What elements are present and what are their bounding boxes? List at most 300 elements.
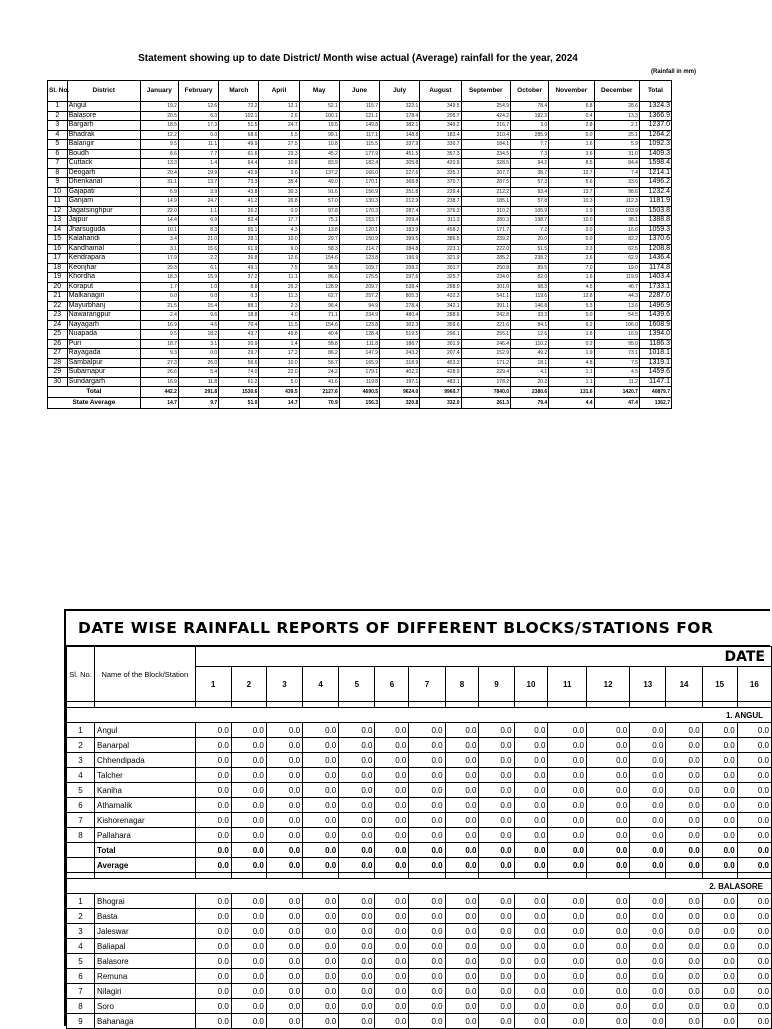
date-header: DATE: [195, 647, 771, 667]
average-cell: 0.0: [737, 858, 771, 873]
rainfall-cell: 0.0: [445, 954, 479, 969]
rainfall-cell: 0.0: [548, 783, 587, 798]
district-name: Balangir: [67, 140, 140, 150]
district-name: Sambalpur: [67, 358, 140, 368]
station-sl-no: 3: [67, 753, 95, 768]
table-cell: 154.6: [299, 254, 339, 264]
rainfall-cell: 0.0: [586, 753, 629, 768]
table-cell: 38.7: [511, 168, 549, 178]
table-cell: 62.5: [594, 244, 639, 254]
district-name: Boudh: [67, 149, 140, 159]
rainfall-cell: 0.0: [409, 984, 445, 999]
table-cell: 110.2: [511, 339, 549, 349]
table-cell: 40879.7: [639, 387, 671, 398]
table-cell: 41.6: [299, 377, 339, 387]
rainfall-cell: 0.0: [586, 798, 629, 813]
rainfall-cell: 0.0: [479, 894, 514, 909]
table-cell: 68.6: [219, 130, 259, 140]
table-cell: 1.7: [140, 282, 178, 292]
rainfall-cell: 0.0: [303, 984, 339, 999]
rainfall-cell: 0.0: [630, 738, 666, 753]
table-cell: 22: [48, 301, 68, 311]
table-cell: 131.6: [549, 387, 594, 398]
column-header: November: [549, 81, 594, 102]
rainfall-cell: 0.0: [445, 738, 479, 753]
table-cell: 47.4: [594, 398, 639, 409]
rainfall-cell: 0.0: [445, 924, 479, 939]
table-cell: 2287.0: [639, 292, 671, 302]
rainfall-cell: 0.0: [702, 894, 737, 909]
rainfall-cell: 0.0: [737, 984, 771, 999]
rainfall-cell: 0.0: [630, 894, 666, 909]
table-cell: 7.4: [594, 168, 639, 178]
table-cell: 18.5: [140, 121, 178, 131]
table-cell: 1530.6: [219, 387, 259, 398]
rainfall-cell: 0.0: [409, 768, 445, 783]
table-cell: 29: [48, 368, 68, 378]
rainfall-cell: 0.0: [303, 783, 339, 798]
table-cell: 255.1: [461, 330, 511, 340]
table-cell: 0.0: [178, 349, 218, 359]
table-cell: 3.1: [178, 339, 218, 349]
average-cell: 0.0: [195, 858, 231, 873]
table-cell: 29.3: [140, 263, 178, 273]
table-cell: 221.6: [461, 320, 511, 330]
table-cell: 20.4: [140, 168, 178, 178]
rainfall-cell: 0.0: [266, 1014, 302, 1029]
rainfall-cell: 0.0: [630, 723, 666, 738]
rainfall-cell: 0.0: [339, 939, 375, 954]
station-row: [67, 768, 772, 783]
table-cell: 7.2: [511, 225, 549, 235]
table-cell: 368.8: [380, 178, 420, 188]
rainfall-cell: 0.0: [375, 939, 409, 954]
rainfall-cell: 0.0: [303, 798, 339, 813]
rainfall-cell: 0.0: [195, 999, 231, 1014]
empty-cell: [67, 843, 95, 858]
table-cell: 538.4: [380, 282, 420, 292]
rainfall-cell: 0.0: [479, 999, 514, 1014]
rainfall-cell: 0.0: [586, 909, 629, 924]
rainfall-cell: 0.0: [195, 1014, 231, 1029]
column-header: Total: [639, 81, 671, 102]
table-cell: 117.1: [339, 130, 379, 140]
district-name: Mayurbhanj: [67, 301, 140, 311]
table-cell: 321.9: [420, 254, 461, 264]
table-cell: 0.0: [549, 235, 594, 245]
rainfall-cell: 0.0: [409, 894, 445, 909]
rainfall-cell: 0.0: [375, 738, 409, 753]
table-cell: 119.8: [339, 377, 379, 387]
table-cell: 12.1: [259, 102, 299, 112]
table-cell: 100.1: [299, 111, 339, 121]
district-total-row: [67, 843, 772, 858]
rainfall-cell: 0.0: [514, 1014, 548, 1029]
rainfall-cell: 0.0: [702, 939, 737, 954]
rainfall-cell: 0.0: [339, 723, 375, 738]
district-name: Subarnapur: [67, 368, 140, 378]
table-cell: 1403.4: [639, 273, 671, 283]
table-cell: 332.0: [420, 398, 461, 409]
rainfall-cell: 0.0: [586, 894, 629, 909]
table-cell: 19.2: [140, 102, 178, 112]
table-cell: 57.8: [511, 197, 549, 207]
rainfall-cell: 0.0: [409, 909, 445, 924]
table-cell: 2.3: [259, 301, 299, 311]
table-cell: 115.7: [339, 102, 379, 112]
rainfall-cell: 0.0: [375, 924, 409, 939]
rainfall-cell: 0.0: [479, 939, 514, 954]
rainfall-cell: 0.0: [514, 828, 548, 843]
table-row: [48, 235, 672, 245]
rainfall-cell: 0.0: [737, 723, 771, 738]
table-row: [48, 301, 672, 311]
state-average-row: [48, 398, 672, 409]
table-cell: 11.5: [259, 320, 299, 330]
district-name: Keonjhar: [67, 263, 140, 273]
rainfall-cell: 0.0: [266, 939, 302, 954]
table-cell: 9.0: [259, 244, 299, 254]
table-cell: 8.6: [140, 149, 178, 159]
rainfall-cell: 0.0: [195, 894, 231, 909]
rainfall-cell: 0.0: [195, 798, 231, 813]
rainfall-cell: 0.0: [266, 828, 302, 843]
table-cell: 17.2: [259, 349, 299, 359]
table-cell: 56.6: [219, 358, 259, 368]
district-name: Kandhamal: [67, 244, 140, 254]
table-cell: 20.5: [140, 111, 178, 121]
station-name: Bahanaga: [95, 1014, 196, 1029]
rainfall-cell: 0.0: [445, 798, 479, 813]
table-cell: 284.8: [380, 244, 420, 254]
table-cell: 291.8: [178, 387, 218, 398]
table-cell: 1319.1: [639, 358, 671, 368]
station-sl-no: 1: [67, 723, 95, 738]
table-cell: 0.2: [549, 339, 594, 349]
rainfall-cell: 0.0: [231, 828, 266, 843]
table-cell: 402.2: [380, 368, 420, 378]
table-cell: 19.5: [299, 121, 339, 131]
table-cell: 19.0: [594, 263, 639, 273]
table-cell: 3.6: [259, 168, 299, 178]
table-cell: 261.3: [461, 398, 511, 409]
rainfall-cell: 0.0: [630, 909, 666, 924]
rainfall-cell: 0.0: [303, 894, 339, 909]
table-cell: 99.1: [299, 130, 339, 140]
table-cell: 178.2: [461, 377, 511, 387]
rainfall-cell: 0.0: [630, 954, 666, 969]
rainfall-cell: 0.0: [375, 909, 409, 924]
rainfall-cell: 0.0: [266, 984, 302, 999]
rainfall-cell: 0.0: [445, 939, 479, 954]
table-cell: 31.0: [594, 149, 639, 159]
table-cell: 91.6: [299, 187, 339, 197]
station-sl-no: 6: [67, 798, 95, 813]
station-name: Balasore: [95, 954, 196, 969]
table-cell: 152.9: [461, 349, 511, 359]
table-cell: 21: [48, 292, 68, 302]
table-cell: 349.5: [420, 102, 461, 112]
table-cell: 20.2: [511, 377, 549, 387]
table-cell: 1.9: [549, 349, 594, 359]
rainfall-cell: 0.0: [702, 753, 737, 768]
average-cell: 0.0: [266, 858, 302, 873]
table-row: [48, 187, 672, 197]
table-cell: 72.2: [219, 102, 259, 112]
table-cell: 439.5: [259, 387, 299, 398]
table-cell: 3.6: [549, 149, 594, 159]
table-cell: 62.7: [299, 292, 339, 302]
district-name: Puri: [67, 339, 140, 349]
table-cell: 1598.4: [639, 159, 671, 169]
rainfall-cell: 0.0: [375, 723, 409, 738]
table-cell: 192.3: [511, 111, 549, 121]
table-cell: 26.8: [259, 197, 299, 207]
day-header: 1: [195, 667, 231, 702]
table-cell: 17: [48, 254, 68, 264]
table-cell: 21.5: [140, 301, 178, 311]
rainfall-cell: 0.0: [339, 924, 375, 939]
table-cell: 183.9: [380, 225, 420, 235]
rainfall-cell: 0.0: [231, 813, 266, 828]
rainfall-cell: 0.0: [479, 984, 514, 999]
rainfall-cell: 0.0: [630, 753, 666, 768]
rainfall-cell: 0.0: [375, 1014, 409, 1029]
table-cell: 61.9: [219, 244, 259, 254]
rainfall-cell: 0.0: [339, 969, 375, 984]
rainfall-cell: 0.0: [266, 924, 302, 939]
rainfall-cell: 0.0: [548, 798, 587, 813]
table-cell: 121.1: [339, 111, 379, 121]
rainfall-cell: 0.0: [195, 909, 231, 924]
table-cell: 45.2: [299, 149, 339, 159]
rainfall-cell: 0.0: [479, 783, 514, 798]
district-name: Bhadrak: [67, 130, 140, 140]
table-cell: 61.6: [219, 149, 259, 159]
table-cell: 3.9: [178, 187, 218, 197]
rainfall-cell: 0.0: [630, 813, 666, 828]
rainfall-cell: 0.0: [737, 798, 771, 813]
table-cell: 14.4: [140, 216, 178, 226]
table-cell: 11: [48, 197, 68, 207]
table-cell: 227.6: [380, 168, 420, 178]
table-cell: 11.1: [178, 140, 218, 150]
table-cell: 106.0: [594, 320, 639, 330]
table-cell: 1388.8: [639, 216, 671, 226]
table-cell: 119.9: [594, 273, 639, 283]
rainfall-cell: 0.0: [548, 738, 587, 753]
table-cell: 128.9: [299, 282, 339, 292]
average-cell: 0.0: [339, 858, 375, 873]
table-cell: 25.1: [594, 130, 639, 140]
average-cell: 0.0: [514, 858, 548, 873]
district-name: Sundargarh: [67, 377, 140, 387]
table-cell: 19: [48, 273, 68, 283]
table-cell: 296.1: [420, 330, 461, 340]
table-cell: 4: [48, 130, 68, 140]
table-cell: 318.9: [380, 358, 420, 368]
table-cell: 428.9: [420, 368, 461, 378]
rainfall-unit-note: (Rainfall in mm): [650, 69, 696, 75]
table-cell: 27: [48, 349, 68, 359]
table-cell: 62.9: [594, 254, 639, 264]
rainfall-cell: 0.0: [479, 969, 514, 984]
table-cell: 1.6: [549, 273, 594, 283]
rainfall-cell: 0.0: [445, 984, 479, 999]
day-header: 5: [339, 667, 375, 702]
table-cell: 10.3: [549, 197, 594, 207]
station-sl-no: 8: [67, 828, 95, 843]
table-cell: 170.1: [339, 178, 379, 188]
rainfall-cell: 0.0: [445, 969, 479, 984]
rainfall-cell: 0.0: [375, 783, 409, 798]
rainfall-cell: 0.0: [737, 738, 771, 753]
rainfall-cell: 0.0: [586, 1014, 629, 1029]
rainfall-cell: 0.0: [339, 738, 375, 753]
table-cell: 19.9: [178, 168, 218, 178]
rainfall-cell: 0.0: [737, 1014, 771, 1029]
table-cell: 166.0: [339, 168, 379, 178]
station-name: Soro: [95, 999, 196, 1014]
table-cell: 243.2: [380, 349, 420, 359]
table-row: [48, 216, 672, 226]
table-cell: 84.4: [594, 159, 639, 169]
district-heading-row: [67, 879, 772, 894]
statement-title: Statement showing up to date District/ Month wise actual (Average) rainfall for the year, 2024: [138, 53, 578, 64]
table-cell: 21.0: [178, 235, 218, 245]
table-cell: 37.2: [219, 273, 259, 283]
table-cell: 33.6: [594, 178, 639, 188]
table-cell: 2380.6: [511, 387, 549, 398]
rainfall-cell: 0.0: [666, 984, 702, 999]
table-cell: 310.2: [461, 206, 511, 216]
rainfall-cell: 0.0: [630, 969, 666, 984]
table-cell: 12.7: [549, 168, 594, 178]
table-cell: 301.7: [420, 263, 461, 273]
column-header: December: [594, 81, 639, 102]
table-cell: 1147.1: [639, 377, 671, 387]
table-cell: 95.0: [594, 339, 639, 349]
rainfall-cell: 0.0: [266, 798, 302, 813]
station-sl-no: 1: [67, 894, 95, 909]
table-cell: 150.9: [339, 235, 379, 245]
rainfall-cell: 0.0: [666, 738, 702, 753]
district-name: Ganjam: [67, 197, 140, 207]
table-cell: 0.4: [549, 111, 594, 121]
rainfall-cell: 0.0: [514, 969, 548, 984]
table-cell: 44.3: [594, 292, 639, 302]
table-cell: 14: [48, 225, 68, 235]
table-cell: 285.9: [511, 130, 549, 140]
table-cell: 4.0: [259, 311, 299, 321]
table-cell: 18.7: [140, 339, 178, 349]
rainfall-cell: 0.0: [514, 894, 548, 909]
table-cell: 287.5: [461, 178, 511, 188]
table-cell: 35.4: [259, 178, 299, 188]
rainfall-cell: 0.0: [702, 828, 737, 843]
rainfall-cell: 0.0: [375, 999, 409, 1014]
district-name: Nawarangpur: [67, 311, 140, 321]
rainfall-cell: 0.0: [409, 738, 445, 753]
table-cell: 24.7: [178, 197, 218, 207]
table-row: [48, 320, 672, 330]
table-cell: 4690.5: [339, 387, 379, 398]
table-header-row: [48, 81, 672, 102]
table-cell: 359.6: [420, 320, 461, 330]
table-cell: 442.2: [140, 387, 178, 398]
table-cell: 13.8: [299, 225, 339, 235]
table-cell: 234.5: [461, 149, 511, 159]
rainfall-cell: 0.0: [375, 954, 409, 969]
column-header: June: [339, 81, 379, 102]
rainfall-cell: 0.0: [409, 999, 445, 1014]
table-cell: 58.3: [299, 244, 339, 254]
table-cell: 8.8: [219, 282, 259, 292]
table-cell: 84.1: [511, 320, 549, 330]
rainfall-cell: 0.0: [737, 909, 771, 924]
rainfall-cell: 0.0: [479, 798, 514, 813]
table-cell: 196.9: [380, 254, 420, 264]
table-cell: 5.6: [549, 178, 594, 188]
table-cell: 170.3: [339, 206, 379, 216]
table-cell: 6.8: [549, 102, 594, 112]
rainfall-cell: 0.0: [375, 813, 409, 828]
rainfall-cell: 0.0: [409, 1014, 445, 1029]
rainfall-cell: 0.0: [266, 768, 302, 783]
table-cell: 82.2: [594, 235, 639, 245]
rainfall-cell: 0.0: [548, 999, 587, 1014]
rainfall-cell: 0.0: [514, 909, 548, 924]
rainfall-cell: 0.0: [231, 798, 266, 813]
table-cell: 6.3: [178, 111, 218, 121]
rainfall-cell: 0.0: [339, 798, 375, 813]
station-name: Pallahara: [95, 828, 196, 843]
rainfall-cell: 0.0: [548, 813, 587, 828]
table-cell: 205.7: [420, 111, 461, 121]
rainfall-cell: 0.0: [409, 723, 445, 738]
table-cell: 251.8: [380, 187, 420, 197]
district-name: Cuttack: [67, 159, 140, 169]
rainfall-cell: 0.0: [375, 969, 409, 984]
table-row: [48, 358, 672, 368]
table-cell: 214.7: [339, 244, 379, 254]
rainfall-cell: 0.0: [737, 783, 771, 798]
rainfall-cell: 0.0: [231, 768, 266, 783]
table-cell: 7.7: [511, 140, 549, 150]
rainfall-cell: 0.0: [195, 723, 231, 738]
table-cell: 147.9: [339, 349, 379, 359]
table-cell: 1.0: [178, 282, 218, 292]
rainfall-cell: 0.0: [479, 738, 514, 753]
rainfall-cell: 0.0: [479, 813, 514, 828]
rainfall-cell: 0.0: [702, 999, 737, 1014]
station-sl-no: 7: [67, 984, 95, 999]
table-cell: 4.6: [178, 320, 218, 330]
rainfall-cell: 0.0: [195, 924, 231, 939]
table-cell: 1208.8: [639, 244, 671, 254]
table-cell: 61.2: [219, 377, 259, 387]
total-cell: 0.0: [479, 843, 514, 858]
rainfall-cell: 0.0: [195, 969, 231, 984]
rainfall-cell: 0.0: [303, 969, 339, 984]
rainfall-cell: 0.0: [586, 969, 629, 984]
station-sl-no: 2: [67, 738, 95, 753]
table-cell: 6.2: [549, 320, 594, 330]
table-cell: 12: [48, 206, 68, 216]
table-cell: 178.4: [380, 111, 420, 121]
table-cell: 54.5: [594, 311, 639, 321]
table-cell: 2.2: [178, 254, 218, 264]
